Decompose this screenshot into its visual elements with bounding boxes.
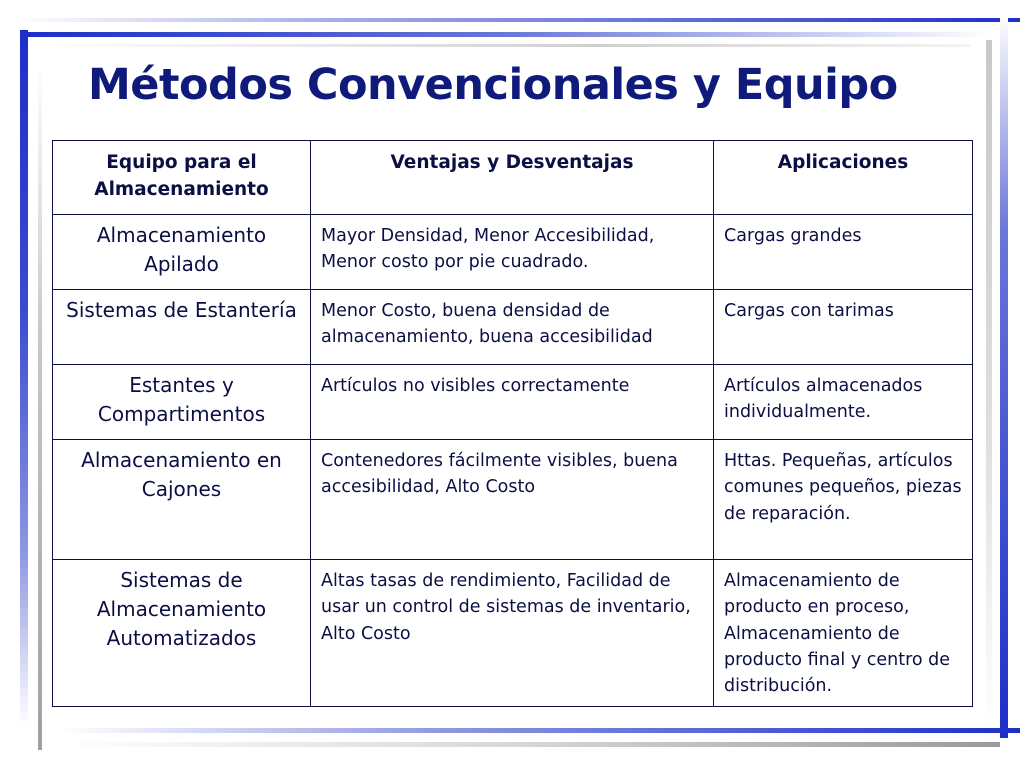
cell-ventajas: Mayor Densidad, Menor Accesibilidad, Menor costo por pie cuadrado.	[311, 215, 714, 290]
top-blue-stripe	[14, 18, 1020, 22]
right-grey-stripe	[986, 40, 992, 730]
header-equipo: Equipo para el Almacenamiento	[53, 141, 311, 215]
bottom-grey-stripe	[60, 742, 1000, 747]
right-blue-stripe	[1000, 14, 1008, 738]
bottom-blue-stripe	[60, 728, 1020, 733]
cell-ventajas: Menor Costo, buena densidad de almacenamiento, buena accesibilidad	[311, 290, 714, 365]
cell-equipo: Almacenamiento Apilado	[53, 215, 311, 290]
table-row	[53, 215, 973, 290]
cell-equipo: Estantes y Compartimentos	[53, 365, 311, 440]
left-grey-stripe	[38, 60, 42, 750]
storage-methods-table	[52, 140, 973, 707]
header-aplicaciones: Aplicaciones	[714, 141, 973, 215]
table-row	[53, 290, 973, 365]
cell-equipo: Sistemas de Almacenamiento Automatizados	[53, 560, 311, 707]
cell-aplicaciones: Cargas grandes	[714, 215, 973, 290]
cell-aplicaciones: Cargas con tarimas	[714, 290, 973, 365]
header-ventajas: Ventajas y Desventajas	[311, 141, 714, 215]
table-row	[53, 440, 973, 560]
left-blue-stripe	[20, 30, 28, 726]
cell-aplicaciones: Httas. Pequeñas, artículos comunes pequeños, piezas de reparación.	[714, 440, 973, 560]
table-row	[53, 560, 973, 707]
cell-aplicaciones: Artículos almacenados individualmente.	[714, 365, 973, 440]
table-row	[53, 365, 973, 440]
cell-equipo: Almacenamiento en Cajones	[53, 440, 311, 560]
cell-ventajas: Contenedores fácilmente visibles, buena accesibilidad, Alto Costo	[311, 440, 714, 560]
slide-title: Métodos Convencionales y Equipo	[88, 60, 898, 110]
cell-equipo: Sistemas de Estantería	[53, 290, 311, 365]
top-blue-stripe-inner	[26, 32, 992, 37]
cell-ventajas: Artículos no visibles correctamente	[311, 365, 714, 440]
cell-aplicaciones: Almacenamiento de producto en proceso, Almacenamiento de producto final y centro de distribución.	[714, 560, 973, 707]
cell-ventajas: Altas tasas de rendimiento, Facilidad de usar un control de sistemas de inventario, Alto Costo	[311, 560, 714, 707]
table-header-row	[53, 141, 973, 215]
top-grey-stripe	[40, 44, 970, 47]
